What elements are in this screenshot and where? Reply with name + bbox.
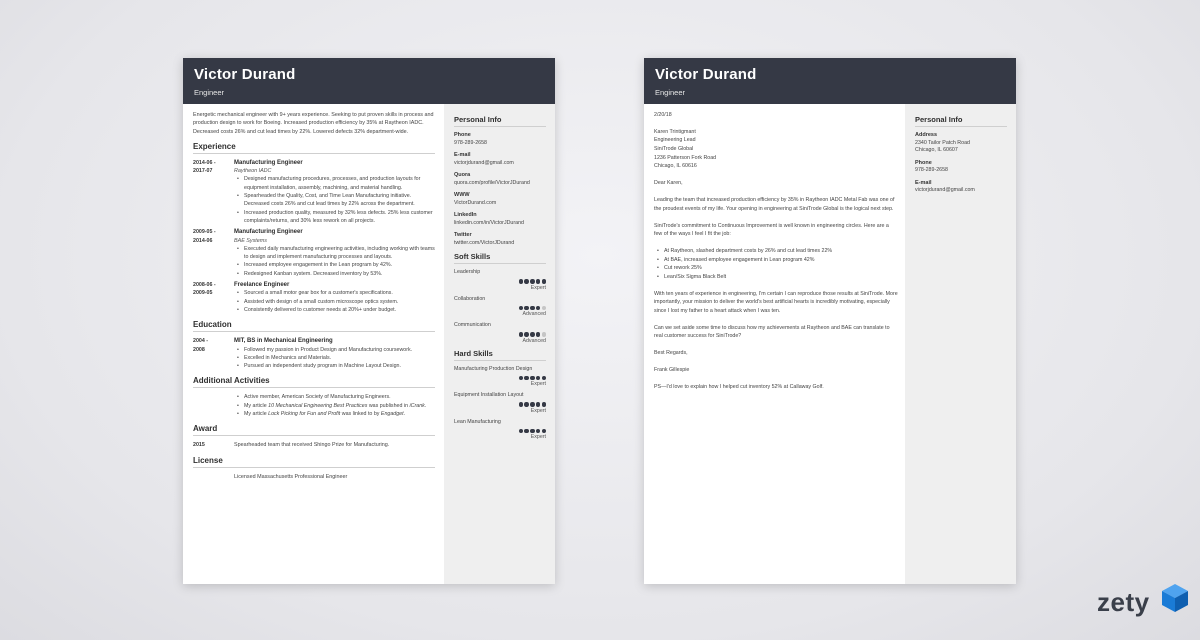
rating-dot — [519, 402, 524, 407]
cover-personal-label: E-mail — [915, 179, 932, 186]
experience-bullets — [234, 289, 435, 314]
soft-skill-rating — [454, 330, 546, 337]
experience-start: 2009-05 - — [193, 229, 216, 236]
personal-info-value: linkedin.com/in/VictorJDurand — [454, 219, 524, 226]
logo-text: zety — [1097, 587, 1150, 617]
activity-publication: Engadget — [380, 411, 404, 418]
rating-dot — [542, 279, 547, 284]
experience-dates — [193, 228, 234, 278]
personal-info-value: victorjdurand@gmail.com — [454, 159, 514, 166]
personal-info-value: twitter.com/VictorJDurand — [454, 239, 515, 246]
letter-bullet: • At Raytheon, slashed department costs by 26% and cut lead times 22% — [664, 247, 898, 256]
education-bullet: • Pursued an independent study program in Machine Layout Design. — [244, 362, 435, 370]
rating-dot — [536, 402, 541, 407]
experience-bullets — [234, 175, 435, 225]
letter-recipient — [654, 128, 898, 171]
experience-company: Raytheon IADC — [234, 168, 272, 175]
letter-ps: PS—I'd love to explain how I helped cut inventory 52% at Callaway Golf. — [654, 384, 824, 391]
experience-position: Freelance Engineer — [234, 282, 290, 289]
recipient-line: Chicago, IL 60616 — [654, 163, 697, 170]
personal-info-list — [454, 132, 546, 247]
experience-dates — [193, 281, 234, 314]
hard-skill-level: Expert — [530, 407, 546, 414]
experience-bullet: • Executed daily manufacturing engineering activities, including working with teams to design and implement manufacturing processes and layouts. — [244, 245, 435, 262]
cover-sidebar — [905, 104, 1016, 584]
personal-info-label: LinkedIn — [454, 212, 477, 218]
experience-body — [234, 281, 435, 314]
hard-skill-rating — [454, 373, 546, 380]
letter-paragraph: SiniTrode's commitment to Continuous Improvement is well known in engineering circles. Here are a few of the ways I feel I fit the job: — [654, 222, 889, 238]
cover-personal-value — [915, 187, 1007, 195]
license-text: Licensed Massachusetts Professional Engineer — [234, 473, 348, 480]
cover-personal-line: 2340 Tailor Patch Road — [915, 139, 970, 146]
rating-dot — [524, 279, 529, 284]
rating-dot — [519, 376, 524, 381]
experience-bullet: • Sourced a small motor gear box for a customer's specifications. — [244, 289, 435, 297]
activity-bullet — [244, 393, 435, 401]
activity-text: My article — [244, 402, 269, 409]
hard-skill-rating — [454, 426, 546, 433]
experience-list — [193, 159, 435, 314]
cover-personal-value — [915, 167, 1007, 175]
activities-entry — [193, 393, 435, 418]
activity-text: Active member, American Society of Manufacturing Engineers. — [244, 394, 391, 401]
soft-skill-rating — [454, 303, 546, 310]
resume-header — [183, 58, 555, 104]
activity-text: My article — [244, 411, 269, 418]
letter-signature: Frank Gillespie — [654, 367, 690, 374]
personal-info-heading: Personal Info — [454, 115, 546, 127]
hard-skills-heading: Hard Skills — [454, 349, 546, 361]
soft-skill-level: Advanced — [522, 311, 546, 317]
education-end: 2008 — [193, 346, 205, 353]
experience-body — [234, 159, 435, 225]
letter-paragraph: With ten years of experience in engineering, I'm certain I can reproduce those results at SiniTrode. More importantly, your mission to deliver the world's best artificial hearts is incredibly motivating, especially since I lost my father to a heart attack when I was ten. — [654, 290, 898, 314]
cover-personal-list — [915, 132, 1007, 195]
cover-personal-line: victorjdurand@gmail.com — [915, 187, 975, 193]
activity-text: was linked to by — [340, 411, 381, 418]
experience-bullet: • Assisted with design of a small custom microscope optics system. — [244, 298, 435, 306]
cover-name: Victor Durand — [655, 66, 757, 83]
letter-date: 2/20/18 — [654, 112, 672, 118]
personal-info-value: quora.com/profile/VictorJDurand — [454, 179, 530, 186]
letter-bullet: • Lean/Six Sigma Black Belt — [664, 273, 898, 282]
rating-dot — [524, 402, 529, 407]
resume-main-column — [193, 111, 435, 484]
experience-heading: Experience — [193, 142, 435, 154]
activity-bullet — [244, 410, 435, 418]
education-bullets — [234, 346, 435, 371]
cover-personal-value — [915, 140, 1007, 155]
award-heading: Award — [193, 424, 435, 436]
experience-bullet: • Spearheaded the Quality, Cost, and Time Lean Manufacturing initiative. Decreased costs 26% and cut lead times by 22% across the department. — [244, 192, 435, 209]
soft-skills-heading: Soft Skills — [454, 252, 546, 264]
rating-dot — [519, 332, 524, 337]
rating-dot — [524, 429, 529, 434]
letter-paragraph: Can we set aside some time to discuss how my achievements at Raytheon and BAE can translate to real customer success for SiniTrode? — [654, 324, 890, 340]
award-entry — [193, 441, 435, 449]
education-entry — [193, 337, 435, 370]
rating-dot — [530, 279, 535, 284]
personal-info-label: Phone — [454, 132, 471, 138]
activity-text: . — [424, 402, 427, 409]
experience-position: Manufacturing Engineer — [234, 159, 303, 166]
activity-title: 10 Mechanical Engineering Best Practices — [268, 402, 368, 409]
experience-end: 2009-05 — [193, 290, 213, 297]
letter-body — [654, 111, 898, 400]
experience-body — [234, 228, 435, 278]
personal-info-label: Quora — [454, 172, 471, 178]
education-heading: Education — [193, 320, 435, 332]
education-bullet: • Followed my passion in Product Design and Manufacturing coursework. — [244, 346, 435, 354]
activity-text: . — [403, 411, 406, 418]
award-year: 2015 — [193, 442, 205, 449]
resume-summary: Energetic mechanical engineer with 9+ years experience. Seeking to put proven skills in process and production design to work for Boeing. Increased production efficiency by 35% at Raytheon IADC. Decreased costs 26% and cut lead times by 22%. Lowered defects 32% department-wide. — [193, 112, 434, 135]
personal-info-label: Twitter — [454, 232, 472, 238]
experience-end: 2014-06 — [193, 237, 213, 244]
cover-personal-label: Address — [915, 132, 938, 138]
rating-dot — [530, 332, 535, 337]
letter-paragraph: Leading the team that increased production efficiency by 35% in Raytheon IADC Metal Fab was one of the proudest events of my life. Your opening in engineering at SiniTrode Global is the logical next step. — [654, 197, 895, 212]
cube-icon — [1161, 583, 1189, 613]
education-start: 2004 - — [193, 338, 209, 345]
activity-publication: iCrank — [409, 402, 425, 409]
rating-dot — [536, 332, 541, 337]
soft-skill-name: Leadership — [454, 269, 481, 275]
cover-personal-heading: Personal Info — [915, 115, 1007, 127]
experience-end: 2017-07 — [193, 168, 213, 175]
resume-name: Victor Durand — [194, 66, 296, 83]
experience-start: 2008-06 - — [193, 282, 216, 289]
personal-info-value: VictorDurand.com — [454, 199, 497, 206]
activity-title: Lock Picking for Fun and Profit — [268, 411, 341, 418]
soft-skills-list — [454, 269, 546, 345]
activities-heading: Additional Activities — [193, 376, 435, 388]
zety-logo — [1097, 583, 1189, 627]
education-bullet: • Excelled in Mechanics and Materials. — [244, 354, 435, 362]
license-entry — [193, 473, 435, 481]
hard-skill-rating — [454, 400, 546, 407]
rating-dot — [542, 402, 547, 407]
recipient-line: Engineering Lead — [654, 137, 696, 144]
letter-bullets — [654, 247, 898, 281]
rating-dot — [542, 332, 547, 337]
letter-bullet: • At BAE, increased employee engagement in Lean program 42% — [664, 256, 898, 265]
cover-personal-label: Phone — [915, 159, 932, 166]
experience-bullet: • Consistently delivered to customer needs at 20%+ under budget. — [244, 306, 435, 314]
hard-skill-level: Expert — [530, 381, 546, 387]
soft-skill-name: Communication — [454, 322, 491, 328]
soft-skill-rating — [454, 277, 546, 284]
activity-bullet — [244, 402, 435, 410]
experience-bullet: • Increased employee engagement in the Lean program by 42%. — [244, 261, 435, 269]
activities-bullets — [234, 393, 435, 418]
experience-bullets — [234, 245, 435, 278]
hard-skill-name: Equipment Installation Layout — [454, 392, 524, 398]
soft-skill-level: Expert — [530, 284, 546, 291]
cover-letter-document — [644, 58, 1016, 584]
resume-sidebar — [444, 104, 555, 584]
hard-skills-list — [454, 366, 546, 442]
experience-dates — [193, 159, 234, 225]
personal-info-label: E-mail — [454, 152, 471, 158]
cover-title: Engineer — [655, 88, 686, 97]
activity-text: was published in — [367, 402, 410, 409]
rating-dot — [524, 332, 529, 337]
soft-skill-name: Collaboration — [454, 295, 486, 302]
experience-start: 2014-06 - — [193, 159, 216, 166]
soft-skill-level: Advanced — [522, 337, 546, 344]
hard-skill-name: Lean Manufacturing — [454, 418, 501, 425]
experience-entry — [193, 159, 435, 225]
experience-bullet: • Designed manufacturing procedures, processes, and production layouts for equipment installation, assembly, machining, and material handling. — [244, 175, 435, 192]
rating-dot — [530, 402, 535, 407]
experience-entry — [193, 228, 435, 278]
letter-closing: Best Regards, — [654, 350, 688, 357]
rating-dot — [536, 279, 541, 284]
rating-dot — [519, 429, 524, 434]
award-text: Spearheaded team that received Shingo Prize for Manufacturing. — [234, 442, 390, 449]
cover-header — [644, 58, 1016, 104]
resume-title: Engineer — [194, 88, 225, 97]
personal-info-label: WWW — [454, 192, 470, 198]
hard-skill-name: Manufacturing Production Design — [454, 365, 533, 372]
personal-info-value: 978-289-2658 — [454, 139, 487, 146]
experience-company: BAE Systems — [234, 237, 267, 244]
recipient-line: Karen Trintigmant — [654, 128, 696, 135]
recipient-line: SiniTrode Global — [654, 146, 694, 153]
cover-personal-line: 978-289-2658 — [915, 167, 948, 173]
letter-bullet: • Cut rework 25% — [664, 264, 898, 273]
resume-document — [183, 58, 555, 584]
education-degree: MIT, BS in Mechanical Engineering — [234, 338, 333, 345]
rating-dot — [519, 279, 524, 284]
recipient-line: 1236 Patterson Fork Road — [654, 154, 717, 161]
experience-entry — [193, 281, 435, 314]
letter-greeting: Dear Karen, — [654, 180, 683, 187]
rating-dot — [524, 376, 529, 381]
experience-bullet: • Increased production quality, measured by 32% less defects. 25% less customer complaints/returns, and 30% less rework on all projects. — [244, 209, 435, 226]
license-heading: License — [193, 456, 435, 468]
experience-bullet: • Redesigned Kanban system. Decreased inventory by 53%. — [244, 270, 435, 278]
cover-personal-line: Chicago, IL 60607 — [915, 147, 958, 153]
hard-skill-level: Expert — [530, 434, 546, 440]
experience-position: Manufacturing Engineer — [234, 229, 303, 236]
